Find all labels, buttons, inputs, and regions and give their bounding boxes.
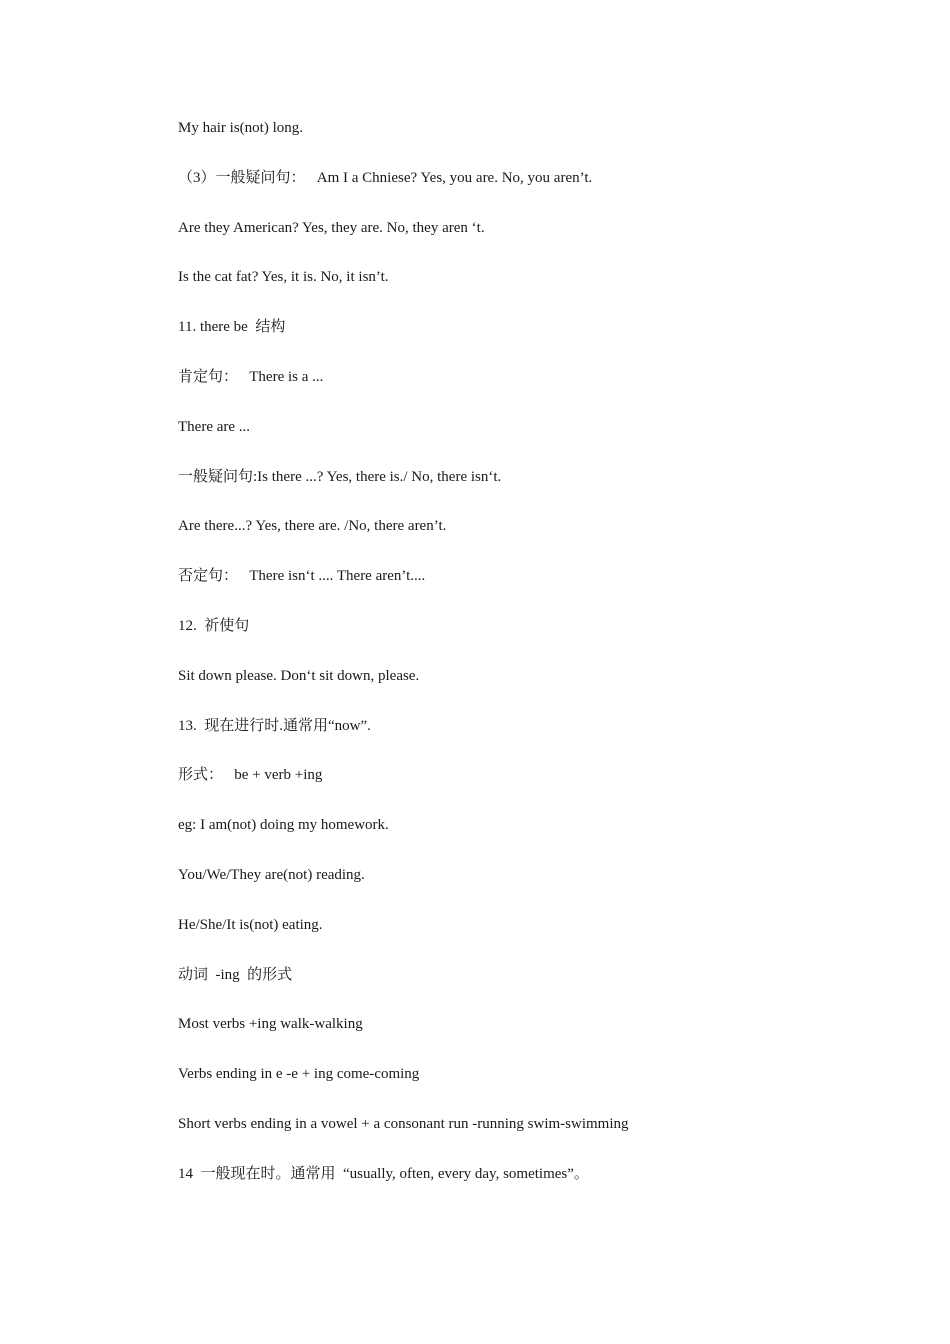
text-line: 肯定句： There is a ... [178,368,324,385]
text-line: 形式： be + verb +ing [178,767,323,784]
section-heading: 14 一般现在时。通常用 “usually, often, every day, sometimes”。 [178,1165,589,1182]
text-line: Is the cat fat? Yes, it is. No, it isn’t. [178,269,389,286]
text-line: Are they American? Yes, they are. No, they aren ‘t. [178,219,485,236]
text-line: Most verbs +ing walk-walking [178,1016,363,1033]
section-heading: 12. 祈使句 [178,617,250,634]
text-line: You/We/They are(not) reading. [178,866,365,883]
text-line: Verbs ending in e -e + ing come-coming [178,1066,420,1083]
text-line: Short verbs ending in a vowel + a consonant run -running swim-swimming [178,1115,629,1132]
text-line: Are there...? Yes, there are. /No, there aren’t. [178,518,447,535]
text-line: There are ... [178,418,251,435]
text-line: eg: I am(not) doing my homework. [178,817,389,834]
document-body [178,117,878,1213]
text-line: He/She/It is(not) eating. [178,916,323,933]
text-line: Sit down please. Don‘t sit down, please. [178,667,420,684]
text-line: 动词 -ing 的形式 [178,966,293,983]
section-heading: 11. there be 结构 [178,319,286,336]
text-line: 否定句： There isn‘t .... There aren’t.... [178,568,426,585]
text-line: 一般疑问句:Is there ...? Yes, there is./ No, there isn‘t. [178,468,502,485]
text-line: （3）一般疑问句： Am I a Chniese? Yes, you are. No, you aren’t. [178,169,593,186]
section-heading: 13. 现在进行时.通常用“now”. [178,717,371,734]
text-line: My hair is(not) long. [178,120,303,136]
